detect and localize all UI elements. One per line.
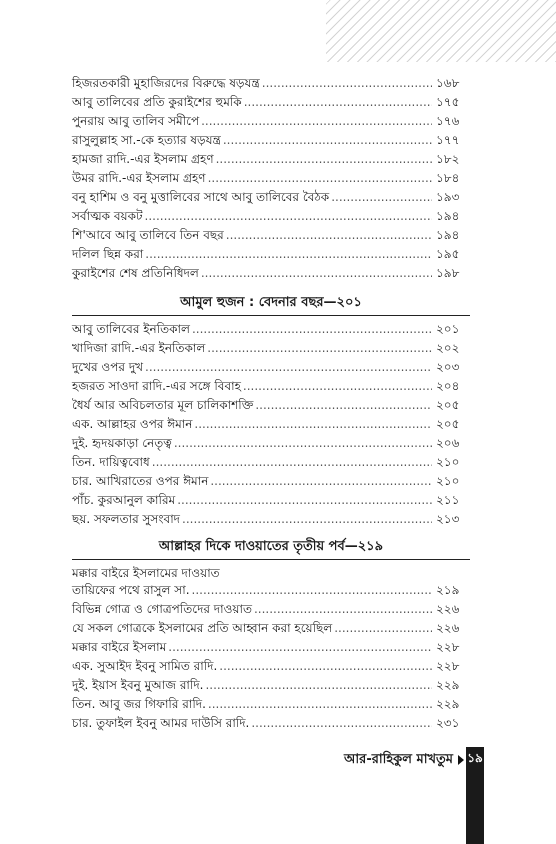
toc-entry-page: ১৯৪ bbox=[436, 228, 460, 242]
toc-entry-title: মক্কার বাইরে ইসলাম bbox=[72, 640, 167, 654]
leader-dots bbox=[216, 152, 432, 166]
toc-entry-page: ২১৯ bbox=[436, 583, 460, 597]
toc-entry-title: যে সকল গোত্রকে ইসলামের প্রতি আহ্বান করা হয়েছিল bbox=[72, 621, 333, 635]
toc-entry[interactable] bbox=[72, 373, 470, 393]
toc-entry[interactable] bbox=[72, 392, 470, 412]
leader-dots bbox=[219, 659, 432, 673]
toc-entry[interactable] bbox=[72, 691, 470, 711]
toc-entry-title: ধৈর্য আর অবিচলতার মূল চালিকাশক্তি bbox=[72, 398, 254, 412]
toc-entry-title: হামজা রাদি.-এর ইসলাম গ্রহণ bbox=[72, 152, 214, 166]
toc-entry[interactable] bbox=[72, 89, 470, 109]
toc-entry-page: ২০৫ bbox=[436, 417, 460, 431]
toc-entry[interactable] bbox=[72, 487, 470, 507]
toc-entry[interactable] bbox=[72, 127, 470, 147]
toc-entry-page: ১৬৮ bbox=[436, 76, 460, 90]
toc-entry-page: ১৯৮ bbox=[436, 266, 460, 280]
section-heading: আল্লাহর দিকে দাওয়াতের তৃতীয় পর্ব—২১৯ bbox=[158, 539, 384, 554]
toc-entry-page: ২০৫ bbox=[436, 398, 460, 412]
toc-entry-title: কুরাইশের শেষ প্রতিনিধিদল bbox=[72, 266, 199, 280]
toc-entry-page: ২১০ bbox=[436, 455, 460, 469]
leader-dots bbox=[207, 341, 432, 355]
toc-entry-title: দলিল ছিন্ন করা bbox=[72, 247, 144, 261]
toc-entry[interactable] bbox=[72, 672, 470, 692]
section-divider bbox=[72, 559, 470, 560]
toc-entry-page: ২৩১ bbox=[436, 716, 460, 730]
toc-entry-page: ২০৩ bbox=[436, 360, 460, 374]
toc-entry[interactable] bbox=[72, 449, 470, 469]
toc-entry-title: এক. সুআইদ ইবনু সামিত রাদি. bbox=[72, 659, 218, 673]
toc-entry[interactable] bbox=[72, 316, 470, 336]
toc-entry-title: আবু তালিবের প্রতি কুরাইশের হুমকি bbox=[72, 95, 242, 109]
toc-entry-page: ১৯৫ bbox=[436, 247, 460, 261]
toc-entry-title: শি'আবে আবু তালিবে তিন বছর bbox=[72, 228, 224, 242]
leader-dots bbox=[226, 228, 432, 242]
toc-entry-page: ১৭৬ bbox=[436, 114, 460, 128]
leader-dots bbox=[152, 455, 432, 469]
toc-entry-page: ২১১ bbox=[436, 493, 460, 507]
leader-dots bbox=[182, 512, 432, 526]
toc-entry[interactable] bbox=[72, 430, 470, 450]
leader-dots bbox=[210, 474, 432, 488]
toc-entry[interactable] bbox=[72, 146, 470, 166]
leader-dots bbox=[177, 493, 432, 507]
toc-entry[interactable] bbox=[72, 184, 470, 204]
page-number: ১৯ bbox=[467, 751, 483, 765]
leader-dots bbox=[192, 322, 432, 336]
toc-entry[interactable] bbox=[72, 241, 470, 261]
toc-entry-title: হিজরতকারী মুহাজিরদের বিরুদ্ধে ষড়যন্ত্র bbox=[72, 76, 260, 90]
leader-dots bbox=[223, 133, 432, 147]
toc-entry[interactable] bbox=[72, 222, 470, 242]
toc-entry-page: ২০৬ bbox=[436, 436, 460, 450]
toc-entry-page: ২২৮ bbox=[436, 640, 460, 654]
toc-entry-title: তিন. দায়িত্ববোধ bbox=[72, 455, 150, 469]
toc-entry-title: বনু হাশিম ও বনু মুত্তালিবের সাথে আবু তালিবের বৈঠক bbox=[72, 190, 330, 204]
leader-dots bbox=[208, 697, 432, 711]
toc-entry[interactable] bbox=[72, 354, 470, 374]
leader-dots bbox=[262, 76, 432, 90]
toc-entry-title: আবু তালিবের ইনতিকাল bbox=[72, 322, 190, 336]
toc-entry[interactable] bbox=[72, 596, 470, 616]
leader-dots bbox=[201, 114, 432, 128]
toc-entry-title: হজরত সাওদা রাদি.-এর সঙ্গে বিবাহ bbox=[72, 379, 241, 393]
toc-entry-page: ১৮৪ bbox=[436, 171, 460, 185]
toc-entry[interactable] bbox=[72, 653, 470, 673]
toc-entry-title: দুই. হৃদয়কাড়া নেতৃত্ব bbox=[72, 436, 172, 450]
toc-entry-title: সর্বাত্মক বয়কট bbox=[72, 209, 143, 223]
toc-entry-page: ২০৪ bbox=[436, 379, 460, 393]
leader-dots bbox=[194, 417, 432, 431]
toc-entry-page: ২০১ bbox=[436, 322, 460, 336]
toc-entry-page: ১৮২ bbox=[436, 152, 460, 166]
toc-entry-title: খাদিজা রাদি.-এর ইনতিকাল bbox=[72, 341, 206, 355]
toc-entry[interactable] bbox=[72, 203, 470, 223]
toc-entry[interactable] bbox=[72, 411, 470, 431]
toc-entry[interactable] bbox=[72, 577, 470, 597]
leader-dots bbox=[254, 602, 432, 616]
toc-entry[interactable] bbox=[72, 335, 470, 355]
toc-entry[interactable] bbox=[72, 108, 470, 128]
leader-dots bbox=[205, 678, 432, 692]
toc-entry-page: ২২৯ bbox=[436, 678, 460, 692]
leader-dots bbox=[331, 190, 432, 204]
toc-entry-title: উমর রাদি.-এর ইসলাম গ্রহণ bbox=[72, 171, 206, 185]
toc-entry-title: দুখের ওপর দুখ bbox=[72, 360, 143, 374]
leader-dots bbox=[243, 379, 432, 393]
leader-dots bbox=[244, 95, 432, 109]
leader-dots bbox=[201, 266, 432, 280]
toc-entry[interactable] bbox=[72, 506, 470, 526]
toc-entry-title: পুনরায় আবু তালিব সমীপে bbox=[72, 114, 200, 128]
leader-dots bbox=[145, 360, 432, 374]
toc-entry-page: ২২৯ bbox=[436, 697, 460, 711]
toc-entry[interactable] bbox=[72, 615, 470, 635]
toc-entry-page: ২০২ bbox=[436, 341, 460, 355]
toc-entry-page: ২১৩ bbox=[436, 512, 460, 526]
toc-entry-title: রাসুলুল্লাহ সা.-কে হত্যার ষড়যন্ত্র bbox=[72, 133, 221, 147]
decorative-hatch-pattern bbox=[326, 0, 556, 62]
subsection-heading: মক্কার বাইরে ইসলামের দাওয়াত bbox=[72, 566, 220, 580]
leader-dots bbox=[192, 583, 432, 597]
leader-dots bbox=[208, 171, 432, 185]
leader-dots bbox=[168, 640, 432, 654]
toc-entry[interactable] bbox=[72, 260, 470, 280]
toc-entry-title: পাঁচ. কুরআনুল কারিম bbox=[72, 493, 176, 507]
toc-entry[interactable] bbox=[72, 468, 470, 488]
toc-entry[interactable] bbox=[72, 165, 470, 185]
toc-entry-title: চার. আখিরাতের ওপর ঈমান bbox=[72, 474, 209, 488]
toc-entry-title: তায়িফের পথে রাসুল সা. bbox=[72, 583, 190, 597]
toc-entry-page: ১৯৩ bbox=[436, 190, 460, 204]
toc-entry-title: তিন. আবু জর গিফারি রাদি. bbox=[72, 697, 206, 711]
book-title: আর-রাহিকুল মাখতুম bbox=[344, 752, 453, 767]
leader-dots bbox=[251, 716, 432, 730]
toc-entry-page: ১৯৪ bbox=[436, 209, 460, 223]
leader-dots bbox=[174, 436, 432, 450]
leader-dots bbox=[334, 621, 432, 635]
toc-entry-page: ২২৮ bbox=[436, 659, 460, 673]
leader-dots bbox=[255, 398, 432, 412]
toc-entry-page: ২২৬ bbox=[436, 602, 460, 616]
toc-entry-page: ২১০ bbox=[436, 474, 460, 488]
toc-entry-page: ২২৬ bbox=[436, 621, 460, 635]
toc-entry[interactable] bbox=[72, 710, 470, 730]
toc-entry-page: ১৭৫ bbox=[436, 95, 460, 109]
toc-entry-title: চার. তুফাইল ইবনু আমর দাউসি রাদি. bbox=[72, 716, 250, 730]
toc-entry-title: দুই. ইয়াস ইবনু মুআজ রাদি. bbox=[72, 678, 204, 692]
toc-entry-title: ছয়. সফলতার সুসংবাদ bbox=[72, 512, 180, 526]
section-heading: আমুল হুজন : বেদনার বছর—২০১ bbox=[180, 295, 362, 310]
toc-entry-title: বিভিন্ন গোত্র ও গোত্রপতিদের দাওয়াত bbox=[72, 602, 252, 616]
toc-entry-title: এক. আল্লাহর ওপর ঈমান bbox=[72, 417, 193, 431]
toc-entry[interactable] bbox=[72, 634, 470, 654]
leader-dots bbox=[145, 247, 432, 261]
leader-dots bbox=[145, 209, 432, 223]
toc-entry-page: ১৭৭ bbox=[436, 133, 460, 147]
toc-entry[interactable] bbox=[72, 70, 470, 90]
